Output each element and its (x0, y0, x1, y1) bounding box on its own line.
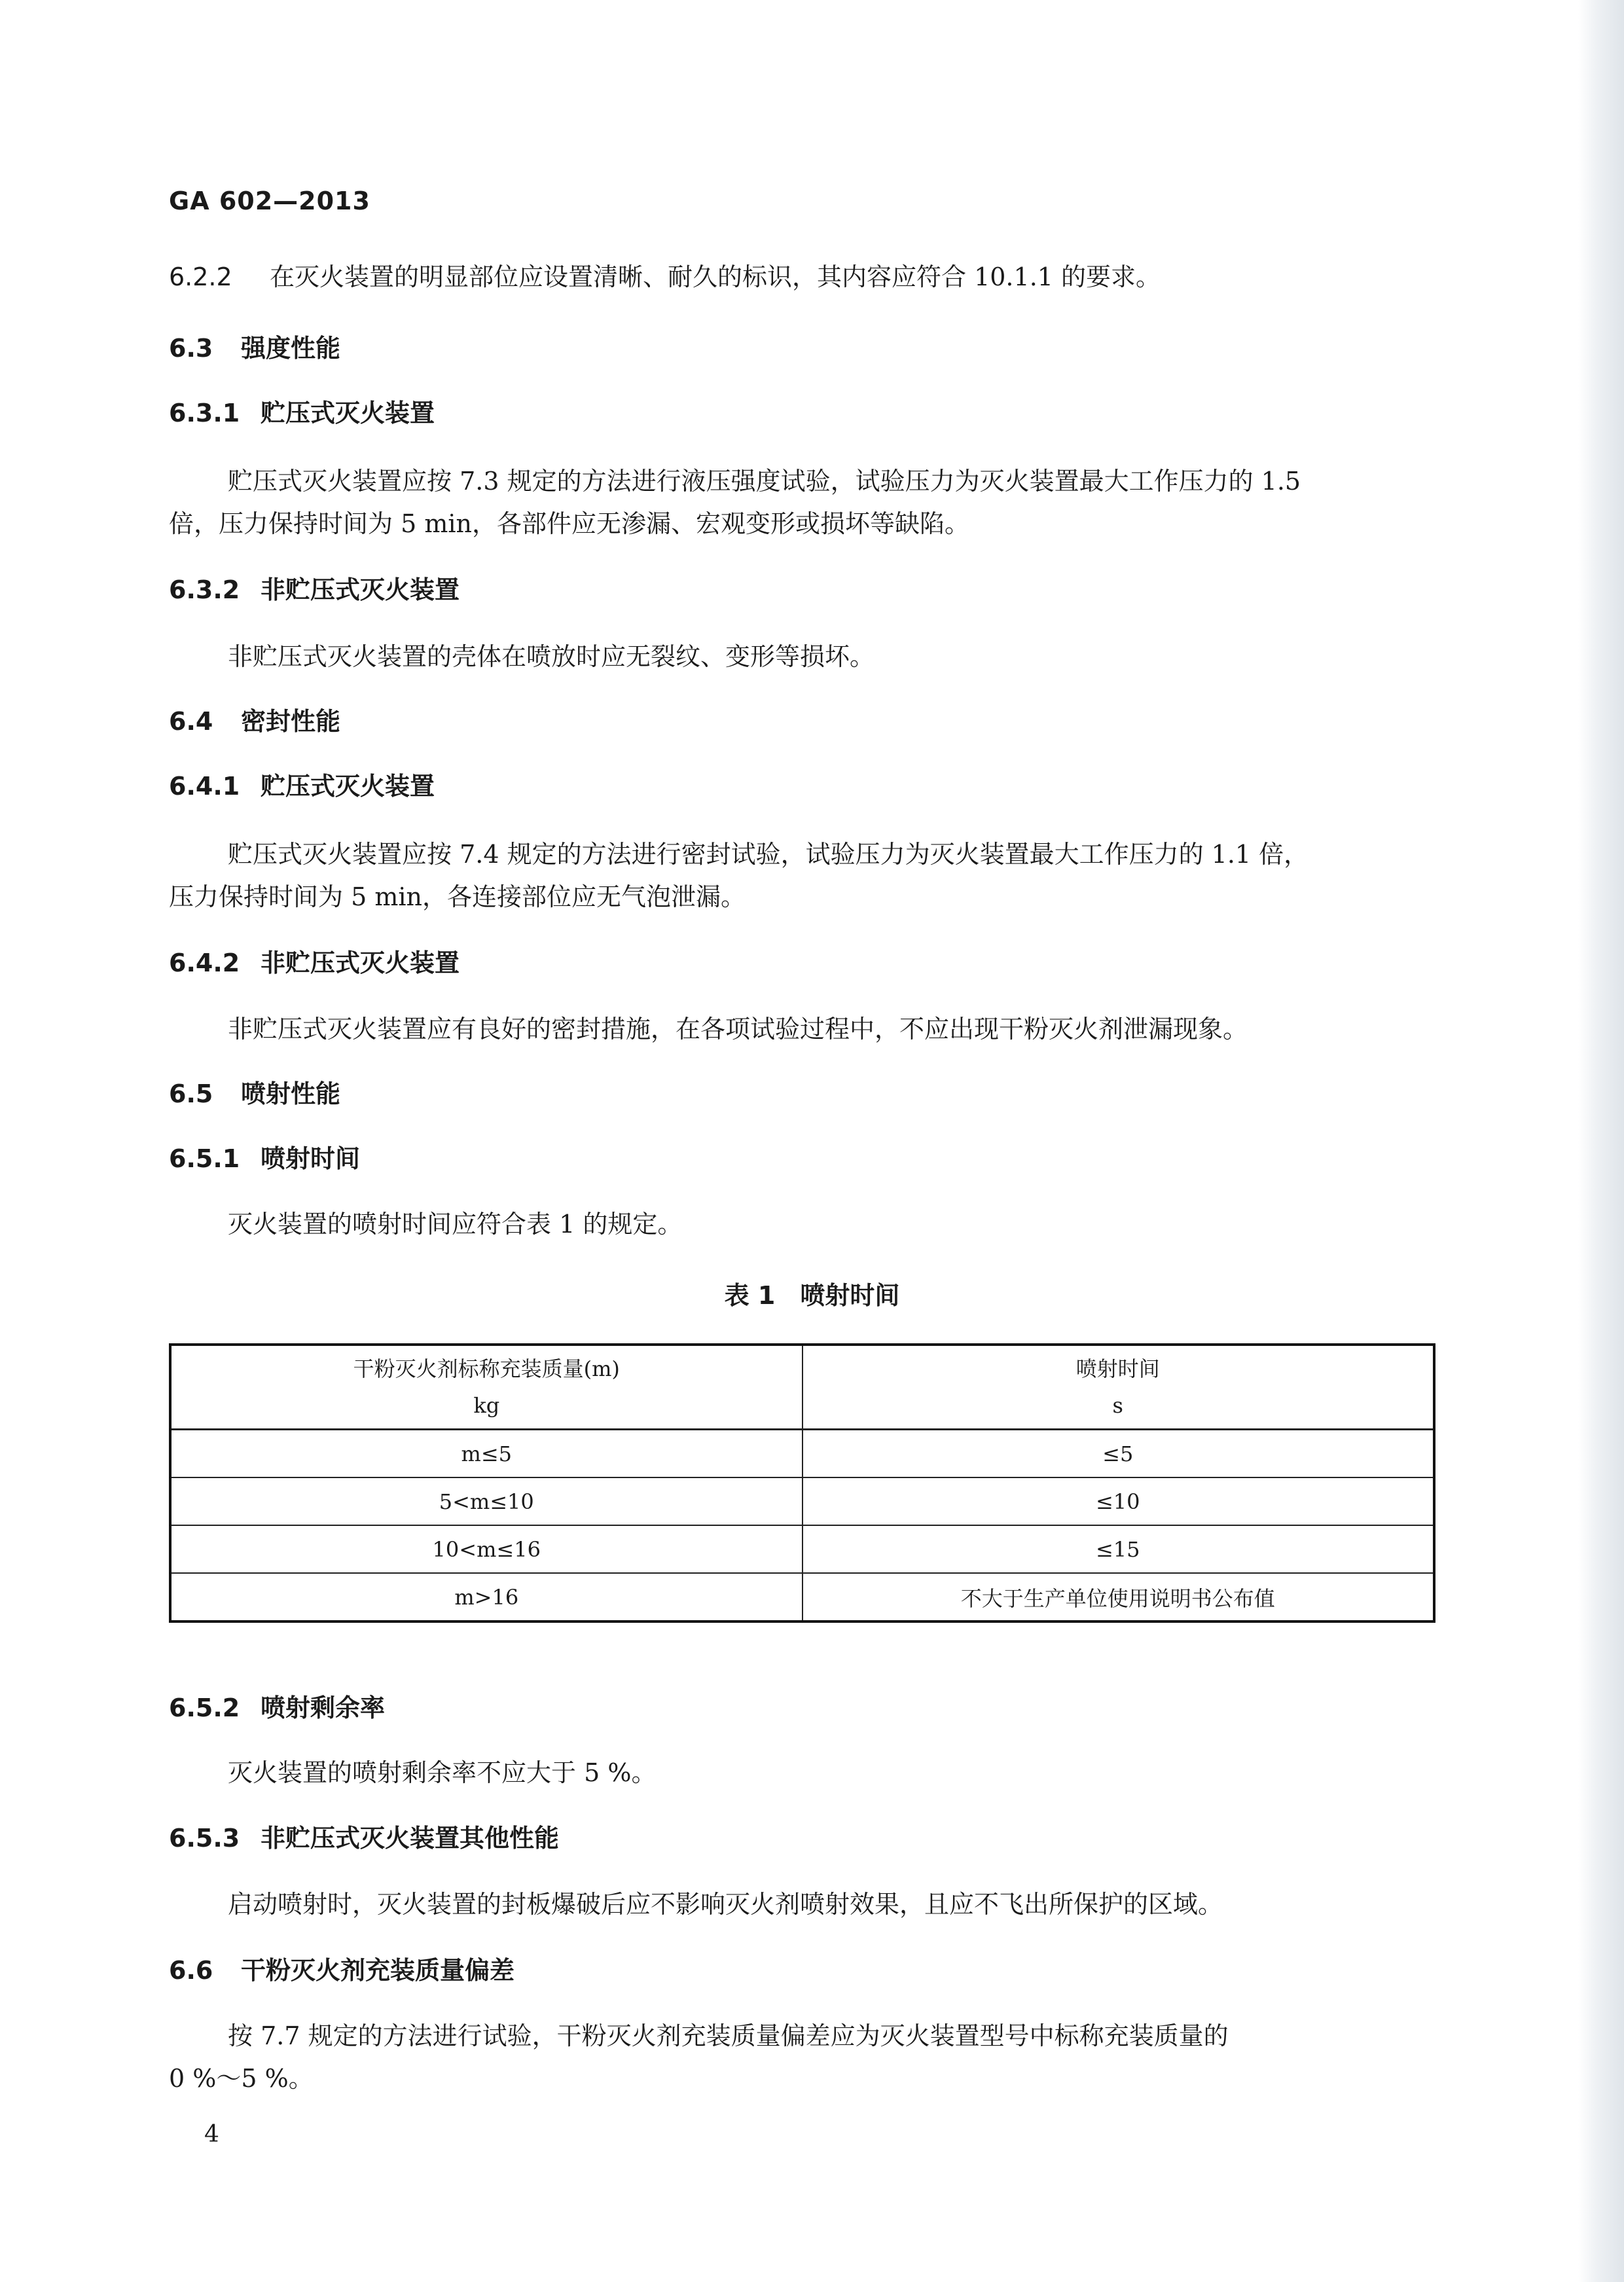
heading-6-3-2 (169, 573, 1434, 606)
heading-6-4-2 (169, 947, 1434, 979)
heading-title: 贮压式灭火装置 (261, 399, 435, 427)
heading-number: 6.6 (169, 1956, 213, 1985)
page-number: 4 (204, 2121, 219, 2148)
paragraph-6-4-1-line1: 贮压式灭火装置应按 7.4 规定的方法进行密封试验，试验压力为灭火装置最大工作压力的 1.1 倍， (228, 840, 1309, 869)
paragraph-6-3-1-line2: 倍，压力保持时间为 5 min，各部件应无渗漏、宏观变形或损坏等缺陷。 (169, 509, 969, 538)
heading-6-4-1 (169, 770, 1434, 803)
table-header-row (170, 1345, 1434, 1430)
heading-6-4 (169, 705, 1434, 738)
heading-title: 非贮压式灭火装置 (261, 575, 460, 604)
heading-number: 6.3 (169, 334, 213, 363)
heading-title: 喷射时间 (261, 1144, 361, 1173)
paragraph-6-3-2: 非贮压式灭火装置的壳体在喷放时应无裂纹、变形等损坏。 (228, 642, 875, 671)
heading-number: 6.3.2 (169, 575, 240, 604)
paragraph-6-5-2: 灭火装置的喷射剩余率不应大于 5 %。 (228, 1758, 657, 1787)
heading-title: 非贮压式灭火装置 (261, 949, 460, 977)
paragraph-6-5-1: 灭火装置的喷射时间应符合表 1 的规定。 (228, 1210, 683, 1239)
heading-title: 密封性能 (241, 707, 341, 736)
clause-text: 在灭火装置的明显部位应设置清晰、耐久的标识，其内容应符合 10.1.1 的要求。 (270, 263, 1161, 291)
table-header-time (803, 1345, 1435, 1430)
heading-6-3 (169, 332, 1434, 365)
cell-mass: m≤5 (170, 1430, 803, 1478)
cell-time: 不大于生产单位使用说明书公布值 (803, 1573, 1435, 1621)
paragraph-6-4-2: 非贮压式灭火装置应有良好的密封措施，在各项试验过程中，不应出现干粉灭火剂泄漏现象。 (228, 1015, 1248, 1043)
heading-number: 6.3.1 (169, 399, 240, 427)
cell-mass: 10<m≤16 (170, 1525, 803, 1573)
cell-time: ≤10 (803, 1477, 1435, 1525)
scan-edge-shadow (1578, 0, 1624, 2282)
clause-number: 6.2.2 (169, 263, 232, 291)
heading-number: 6.4.1 (169, 772, 240, 801)
table-row (170, 1573, 1434, 1621)
header-time-label: 喷射时间 (1075, 1356, 1160, 1381)
paragraph-6-6-line1: 按 7.7 规定的方法进行试验，干粉灭火剂充装质量偏差应为灭火装置型号中标称充装质量的 (228, 2021, 1229, 2050)
paragraph-6-5-3: 启动喷射时，灭火装置的封板爆破后应不影响灭火剂喷射效果，且应不飞出所保护的区域。 (228, 1890, 1223, 1919)
heading-6-5 (169, 1078, 1434, 1110)
paragraph-6-3-1-line1: 贮压式灭火装置应按 7.3 规定的方法进行液压强度试验，试验压力为灭火装置最大工作压力的 1.5 (228, 467, 1301, 496)
paragraph-6-4-1-line2: 压力保持时间为 5 min，各连接部位应无气泡泄漏。 (169, 882, 746, 911)
table-row (170, 1477, 1434, 1525)
table-row (170, 1430, 1434, 1478)
header-mass-unit: kg (473, 1393, 500, 1418)
heading-number: 6.5.3 (169, 1824, 240, 1853)
cell-time: ≤5 (803, 1430, 1435, 1478)
heading-number: 6.5.1 (169, 1144, 240, 1173)
table-row (170, 1525, 1434, 1573)
header-time-unit: s (1112, 1393, 1123, 1418)
clause-6-2-2 (169, 261, 1434, 293)
heading-6-3-1 (169, 397, 1434, 429)
document-id: GA 602—2013 (169, 187, 370, 215)
heading-title: 喷射性能 (241, 1079, 341, 1108)
heading-title: 强度性能 (241, 334, 341, 363)
table-header-mass (170, 1345, 803, 1430)
heading-title: 喷射剩余率 (261, 1693, 386, 1722)
cell-time: ≤15 (803, 1525, 1435, 1573)
heading-6-5-3 (169, 1822, 1434, 1855)
heading-title: 贮压式灭火装置 (261, 772, 435, 801)
cell-mass: m>16 (170, 1573, 803, 1621)
heading-6-6 (169, 1954, 1434, 1987)
heading-number: 6.4.2 (169, 949, 240, 977)
heading-6-5-2 (169, 1692, 1434, 1724)
header-mass-label: 干粉灭火剂标称充装质量(m) (353, 1356, 620, 1381)
cell-mass: 5<m≤10 (170, 1477, 803, 1525)
injection-time-table (169, 1343, 1435, 1623)
paragraph-6-6-line2: 0 %～5 %。 (169, 2064, 314, 2093)
heading-title: 非贮压式灭火装置其他性能 (261, 1824, 560, 1853)
heading-6-5-1 (169, 1142, 1434, 1175)
heading-number: 6.4 (169, 707, 213, 736)
table-caption: 表 1 喷射时间 (724, 1281, 900, 1310)
heading-number: 6.5.2 (169, 1693, 240, 1722)
heading-number: 6.5 (169, 1079, 213, 1108)
heading-title: 干粉灭火剂充装质量偏差 (241, 1956, 515, 1985)
